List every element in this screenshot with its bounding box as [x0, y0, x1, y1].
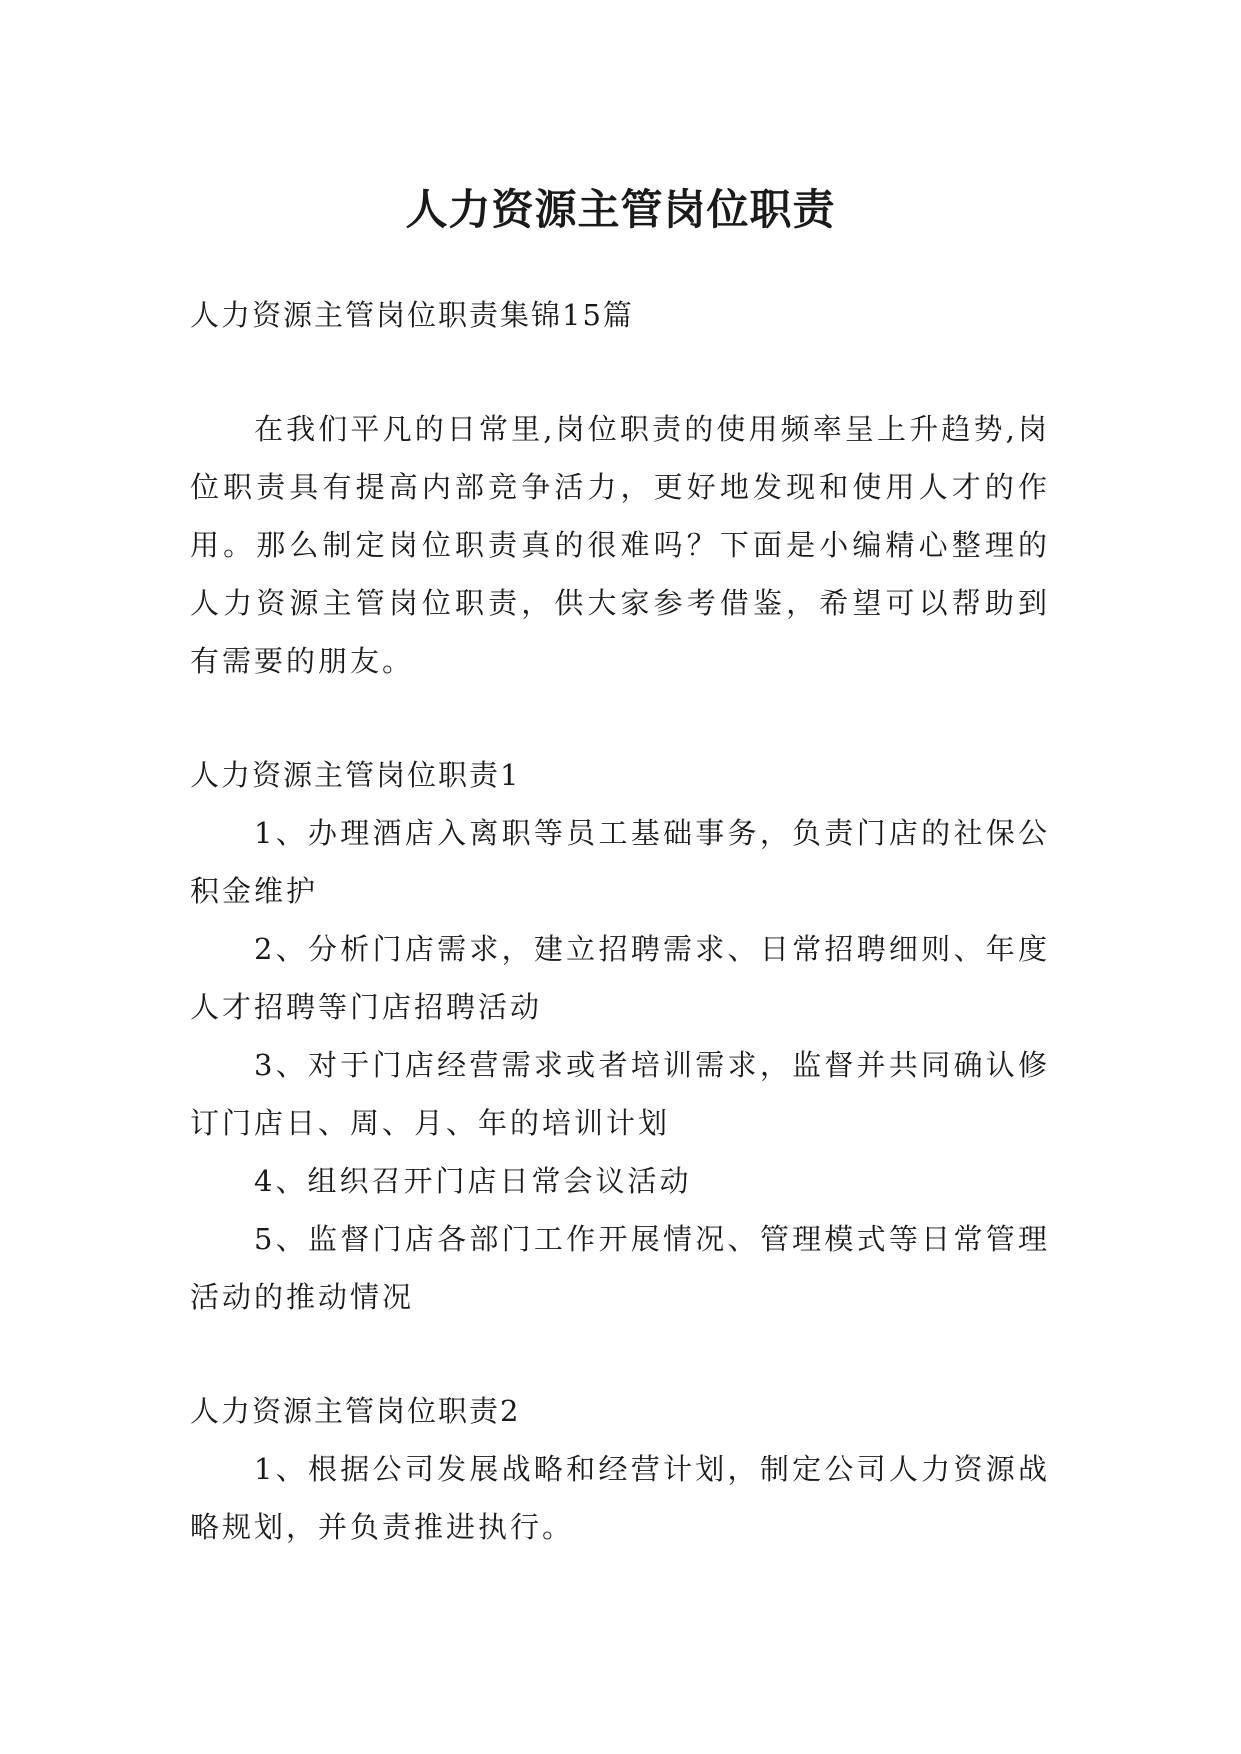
duty-item: 5、监督门店各部门工作开展情况、管理模式等日常管理活动的推动情况	[190, 1222, 1050, 1314]
document-subtitle: 人力资源主管岗位职责集锦15篇	[190, 298, 634, 332]
duty-item: 3、对于门店经营需求或者培训需求，监督并共同确认修订门店日、周、月、年的培训计划	[190, 1048, 1050, 1140]
document-title: 人力资源主管岗位职责	[405, 185, 836, 235]
duty-item: 1、办理酒店入离职等员工基础事务，负责门店的社保公积金维护	[190, 816, 1050, 908]
section-heading: 人力资源主管岗位职责2	[190, 1394, 521, 1428]
duty-item: 4、组织召开门店日常会议活动	[254, 1164, 692, 1198]
duty-section-1	[190, 746, 1050, 1326]
duty-item: 1、根据公司发展战略和经营计划，制定公司人力资源战略规划，并负责推进执行。	[190, 1452, 1050, 1544]
duty-item: 2、分析门店需求，建立招聘需求、日常招聘细则、年度人才招聘等门店招聘活动	[190, 932, 1050, 1024]
intro-paragraph: 在我们平凡的日常里,岗位职责的使用频率呈上升趋势,岗位职责具有提高内部竞争活力，更好地发现和使用人才的作用。那么制定岗位职责真的很难吗？下面是小编精心整理的人力资源主管岗位职责，供大家参考借鉴，希望可以帮助到有需要的朋友。	[190, 412, 1050, 678]
section-heading: 人力资源主管岗位职责1	[190, 758, 521, 792]
duty-section-2	[190, 1382, 1050, 1556]
document-body	[190, 286, 1050, 1556]
